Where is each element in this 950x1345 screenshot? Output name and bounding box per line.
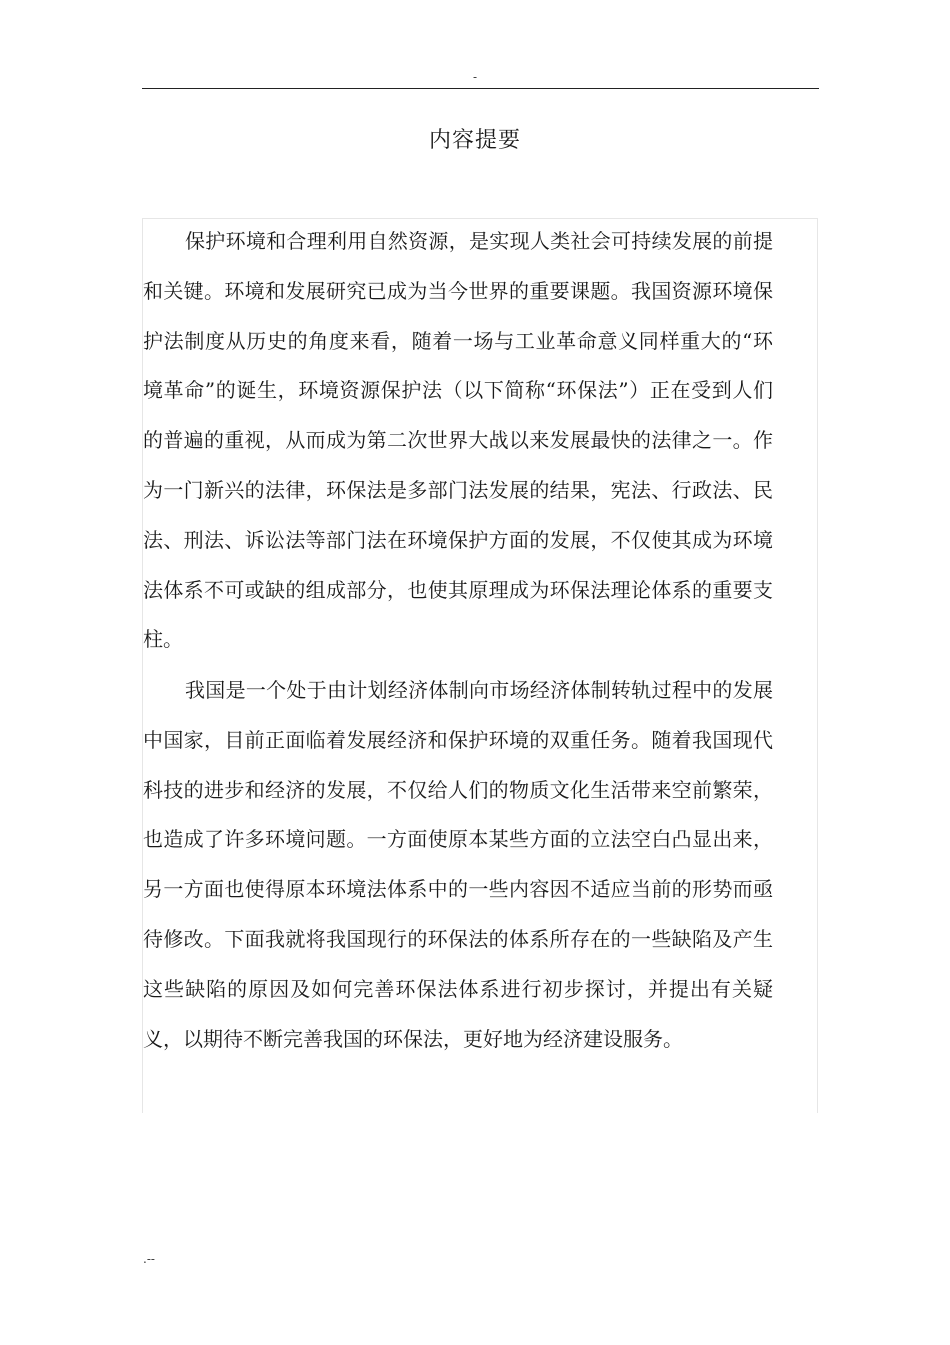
page-header-mark: -: [472, 70, 478, 84]
header-divider: [142, 88, 819, 89]
abstract-paragraph-2: 我国是一个处于由计划经济体制向市场经济体制转轨过程中的发展中国家，目前正面临着发展经济和保护环境的双重任务。随着我国现代科技的进步和经济的发展，不仅给人们的物质文化生活带来空前繁荣，也造成了许多环境问题。一方面使原本某些方面的立法空白凸显出来，另一方面也使得原本环境法体系中的一些内容因不适应当前的形势而亟待修改。下面我就将我国现行的环保法的体系所存在的一些缺陷及产生这些缺陷的原因及如何完善环保法体系进行初步探讨，并提出有关疑义，以期待不断完善我国的环保法，更好地为经济建设服务。: [143, 678, 773, 1051]
page-title: 内容提要: [428, 128, 521, 153]
abstract-paragraph-1: 保护环境和合理利用自然资源，是实现人类社会可持续发展的前提和关键。环境和发展研究已成为当今世界的重要课题。我国资源环境保护法制度从历史的角度来看，随着一场与工业革命意义同样重大的“环境革命”的诞生，环境资源保护法（以下简称“环保法”）正在受到人们的普遍的重视，从而成为第二次世界大战以来发展最快的法律之一。作为一门新兴的法律，环保法是多部门法发展的结果，宪法、行政法、民法、刑法、诉讼法等部门法在环境保护方面的发展，不仅使其成为环境法体系不可或缺的组成部分，也使其原理成为环保法理论体系的重要支柱。: [143, 229, 773, 652]
page-footer-mark: .--: [143, 1252, 155, 1266]
